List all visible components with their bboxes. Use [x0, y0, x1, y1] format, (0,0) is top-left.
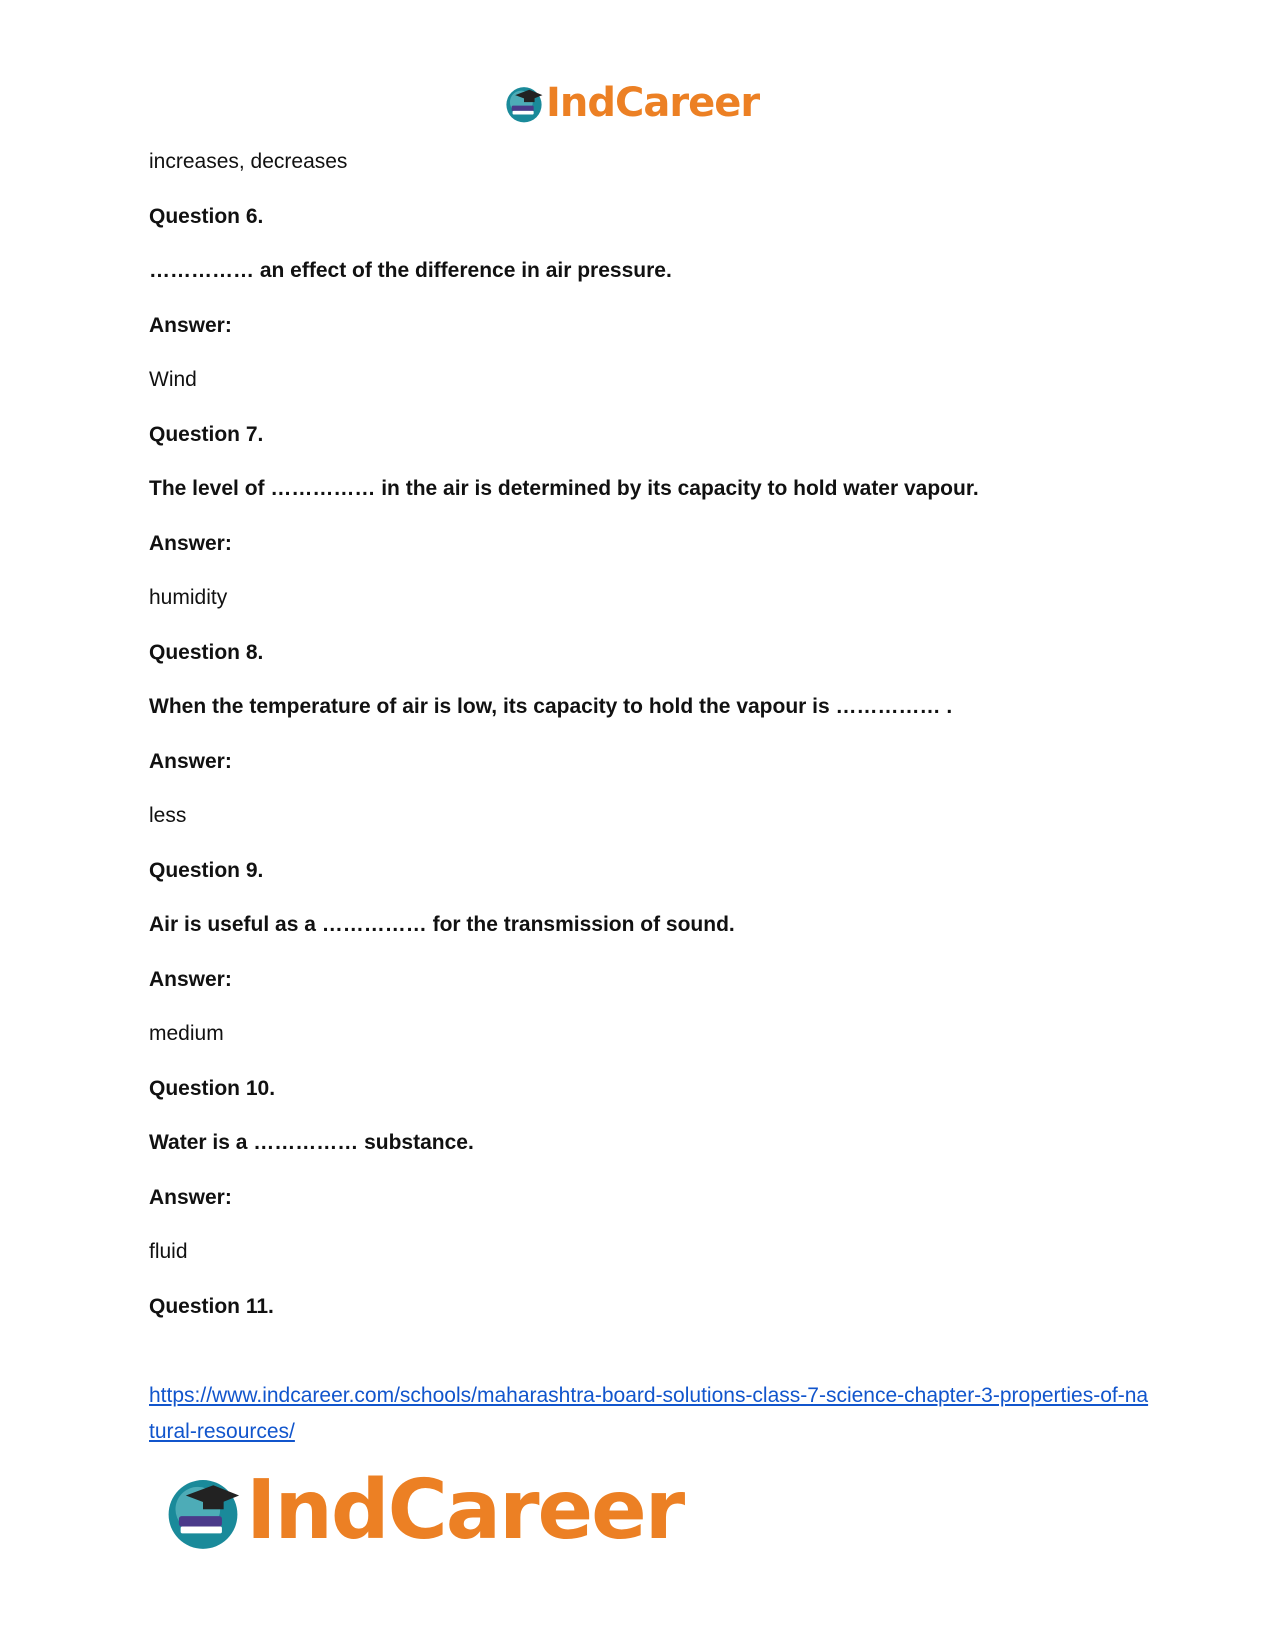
answer-text: fluid	[149, 1240, 188, 1263]
question-text: Water is a …………… substance.	[149, 1131, 474, 1154]
answer-text: Wind	[149, 368, 197, 391]
source-url-link[interactable]: https://www.indcareer.com/schools/maharashtra-board-solutions-class-7-science-chapter-3-properties-of-natural-resources/	[149, 1384, 1149, 1443]
question-heading: Question 11.	[149, 1295, 274, 1318]
answer-text: humidity	[149, 586, 228, 609]
question-heading: Question 9.	[149, 859, 264, 882]
question-text: When the temperature of air is low, its capacity to hold the vapour is …………… .	[149, 695, 953, 718]
answer-text: less	[149, 804, 187, 827]
question-heading: Question 10.	[149, 1077, 276, 1100]
graduation-globe-icon	[160, 1468, 246, 1554]
answer-label: Answer:	[149, 750, 232, 773]
header-logo	[502, 78, 759, 128]
answer-label: Answer:	[149, 1186, 232, 1209]
answer-label: Answer:	[149, 968, 232, 991]
question-heading: Question 6.	[149, 205, 264, 228]
question-text: Air is useful as a …………… for the transmission of sound.	[149, 913, 735, 936]
question-text: The level of …………… in the air is determined by its capacity to hold water vapour.	[149, 477, 979, 500]
answer-label: Answer:	[149, 314, 232, 337]
answer-text: medium	[149, 1022, 224, 1045]
footer-logo	[160, 1462, 683, 1560]
answer-text: increases, decreases	[149, 150, 348, 173]
logo-wordmark: IndCareer	[246, 1463, 684, 1558]
logo-wordmark: IndCareer	[546, 80, 760, 126]
question-text: …………… an effect of the difference in air pressure.	[149, 259, 672, 282]
graduation-globe-icon	[502, 81, 546, 125]
question-heading: Question 7.	[149, 423, 264, 446]
question-heading: Question 8.	[149, 641, 264, 664]
answer-label: Answer:	[149, 532, 232, 555]
